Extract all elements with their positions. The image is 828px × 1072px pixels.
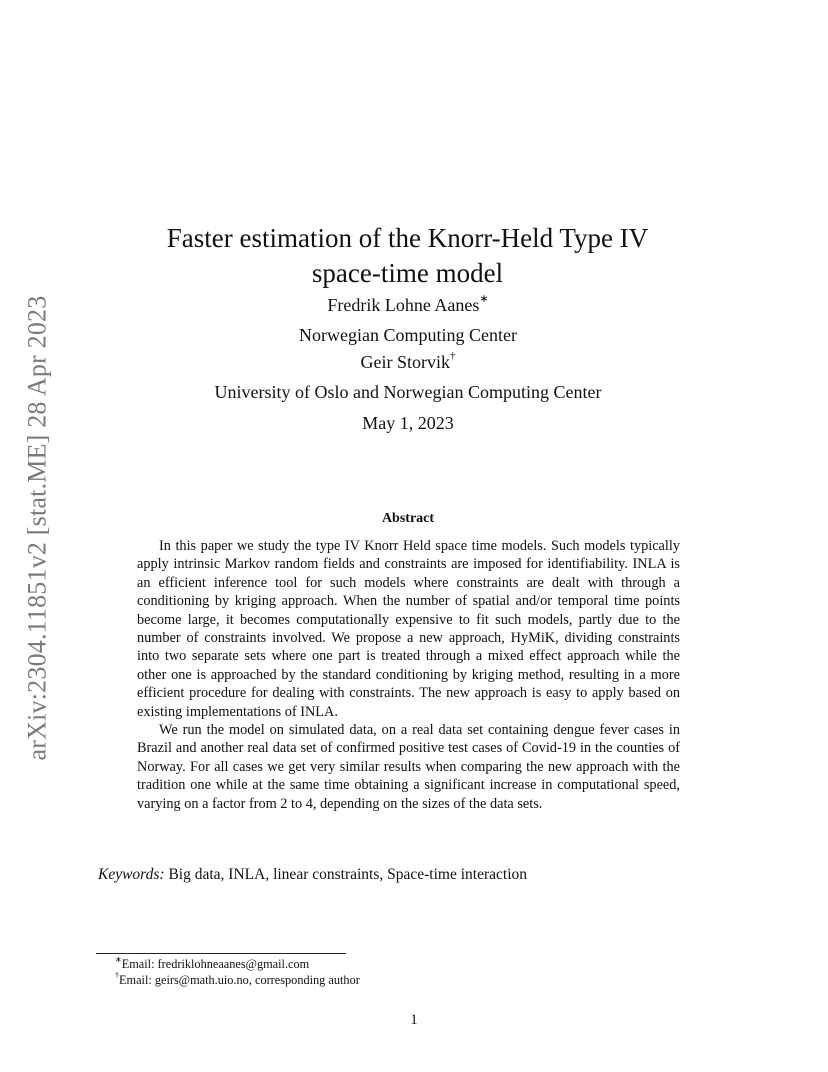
author-1 (100, 290, 716, 320)
author-2-mark: † (450, 350, 456, 362)
footnote-1-mark: ∗ (115, 954, 122, 964)
page-number: 1 (410, 1012, 418, 1028)
abstract-paragraph-2: We run the model on simulated data, on a real data set containing dengue fever cases in Brazil and another real data set of confirmed positive test cases of Covid-19 in the counties of Norway. For all cases we get very similar results when comparing the new approach with the tradition one while at the same time obtaining a significant increase in computational speed, varying on a factor from 2 to 4, depending on the sizes of the data sets. (137, 722, 680, 812)
footnote-2 (115, 972, 715, 988)
arxiv-stamp-text: arXiv:2304.11851v2 [stat.ME] 28 Apr 2023 (22, 295, 52, 760)
keywords-text: Big data, INLA, linear constraints, Space-time interaction (164, 866, 528, 883)
author-1-mark: ∗ (479, 293, 489, 305)
abstract-heading: Abstract (381, 511, 435, 526)
abstract-paragraph-1: In this paper we study the type IV Knorr Held space time models. Such models typically apply intrinsic Markov random fields and constraints are imposed for identifiability. INLA is an efficient inference tool for such models where constraints are dealt with through a conditioning by kriging approach. When the number of spatial and/or temporal time points become large, it becomes computationally expensive to fit such models, partly due to the number of constraints involved. We propose a new approach, HyMiK, dividing constraints into two separate sets where one part is treated through a mixed effect approach while the other one is approached by the standard conditioning by kriging method, resulting in a more efficient procedure for dealing with constraints. The new approach is easy to apply based on existing implementations of INLA. (137, 538, 680, 720)
author-1-name: Fredrik Lohne Aanes (327, 295, 480, 315)
footnotes (115, 956, 715, 988)
paper-title (120, 221, 695, 291)
keywords (98, 866, 718, 884)
footnote-1-text: Email: fredriklohneaanes@gmail.com (121, 957, 310, 971)
footnote-2-mark: † (115, 970, 119, 980)
author-block-1 (100, 290, 716, 350)
title-line-1: Faster estimation of the Knorr-Held Type IV (166, 223, 649, 254)
paper-date: May 1, 2023 (362, 413, 454, 433)
footnote-rule (96, 953, 346, 954)
footnote-2-text: Email: geirs@math.uio.no, corresponding author (119, 973, 360, 987)
abstract-body (137, 537, 680, 813)
title-line-2: space-time model (311, 258, 504, 289)
keywords-label: Keywords: (98, 866, 165, 883)
author-2-affiliation: University of Oslo and Norwegian Computing Center (214, 382, 602, 402)
arxiv-stamp (20, 280, 54, 775)
author-block-2 (100, 347, 716, 407)
author-2 (100, 347, 716, 377)
author-1-affiliation: Norwegian Computing Center (299, 325, 517, 345)
author-2-name: Geir Storvik (360, 352, 450, 372)
footnote-1 (115, 956, 715, 972)
